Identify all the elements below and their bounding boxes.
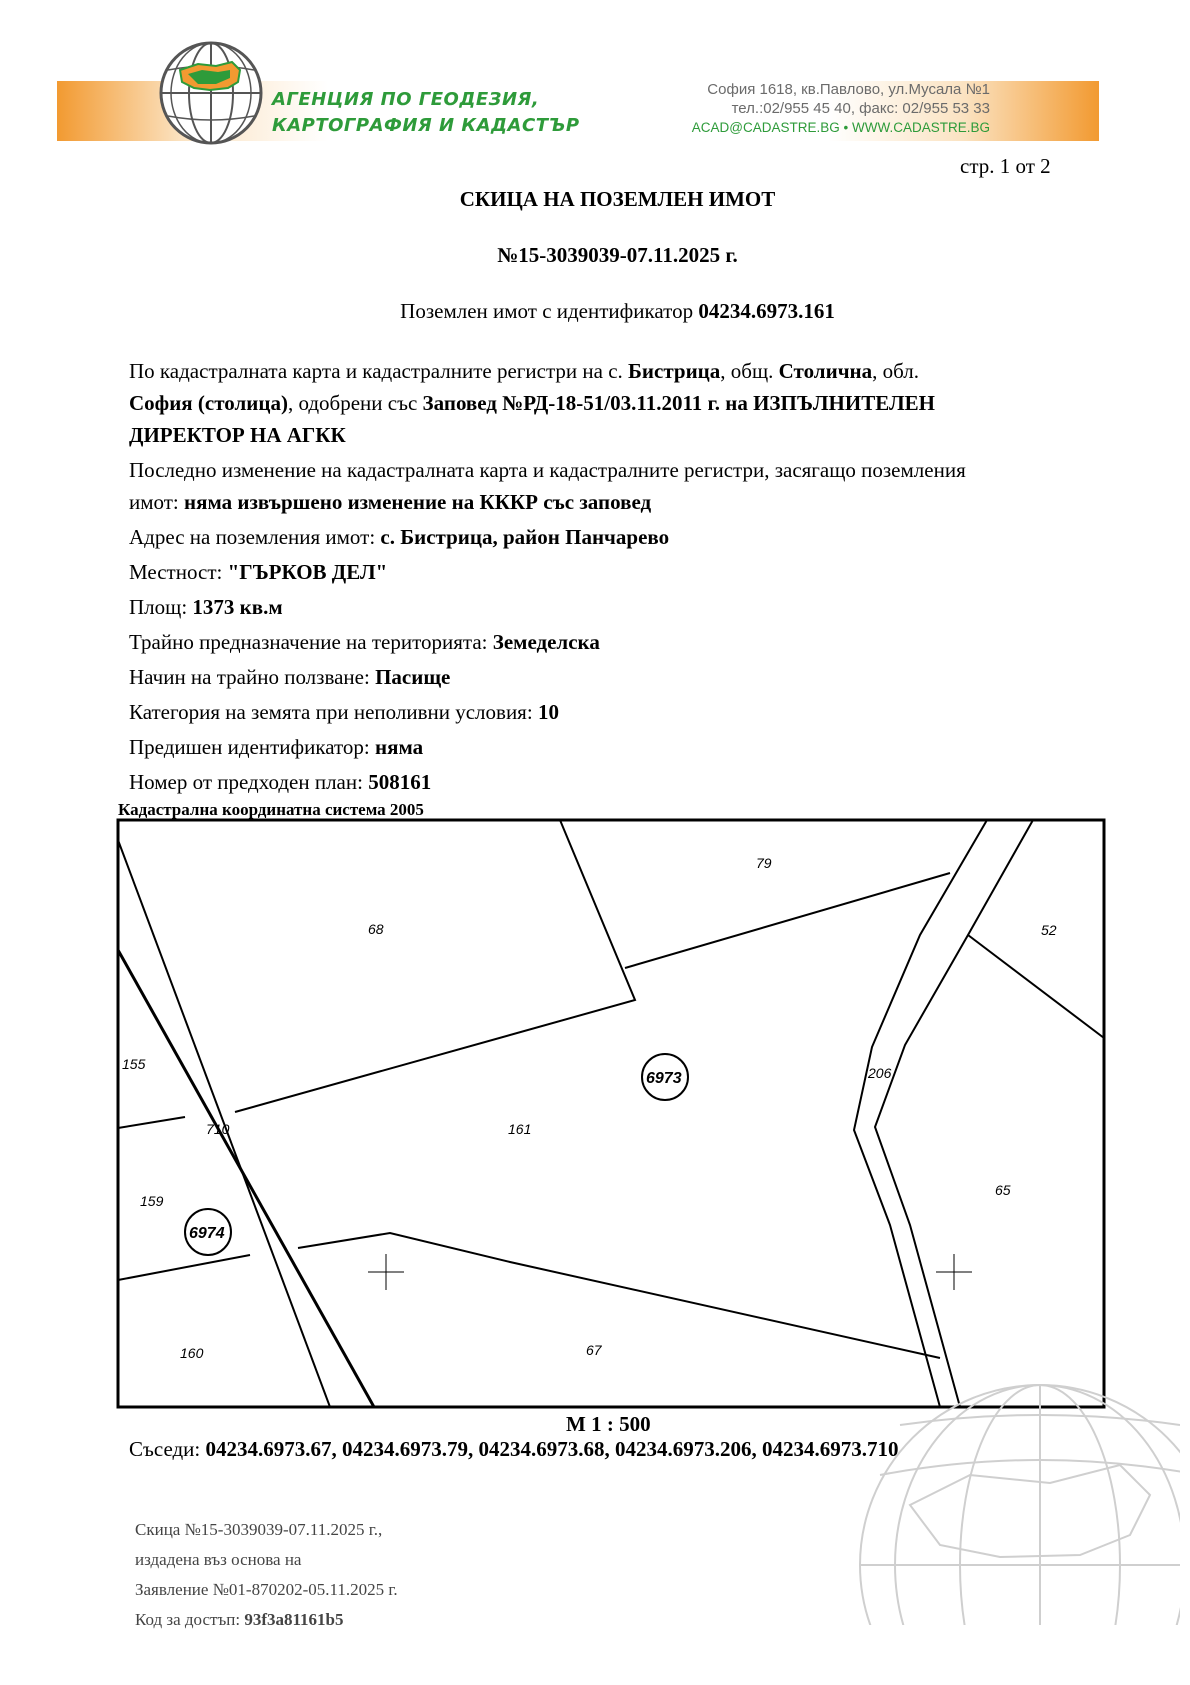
watermark-globe-icon [820,1365,1180,1625]
access-code-label: Код за достъп: [135,1610,245,1629]
parcel-label: 710 [206,1121,230,1137]
order-text-cont: ДИРЕКТОР НА АГКК [129,423,346,447]
footer-line3: Заявление №01-870202-05.11.2025 г. [135,1580,398,1599]
field-label: Номер от предходен план: [129,770,369,794]
field-label: Трайно предназначение на територията: [129,630,493,654]
parcel-155-border [118,1117,185,1128]
region-name: София (столица) [129,391,288,415]
cadastre-text: , одобрени със [287,391,423,415]
cadastre-text: , общ. [720,359,779,383]
road-206-edge [875,820,1033,1407]
parcel-label: 52 [1041,922,1057,938]
field-value: Земеделска [492,630,600,654]
field-label: Площ: [129,595,193,619]
map-frame [118,820,1104,1407]
field-value: с. Бистрица, район Панчарево [380,525,670,549]
identifier-value: 04234.6973.161 [698,299,835,323]
cadastre-text: По кадастралната карта и кадастралните регистри на с. [129,359,629,383]
cadastral-area-number: 6973 [646,1070,682,1087]
footer-access-code [135,1605,398,1635]
neighbors-line [129,1437,899,1462]
agency-globe-logo [158,40,264,146]
parcel-68-border [235,820,635,1112]
cadastre-text: , обл. [872,359,920,383]
coordinate-system-label: Кадастрална координатна система 2005 [118,800,424,819]
area-6974-circle [185,1209,231,1255]
field-usage [129,661,1109,693]
field-category [129,696,1109,728]
field-address [129,521,1109,553]
footer-line2: издадена въз основа на [135,1550,302,1569]
municipality-name: Столична [778,359,873,383]
neighbors-label: Съседи: [129,1437,206,1461]
footer-line1: Скица №15-3039039-07.11.2025 г., [135,1520,383,1539]
parcel-label: 79 [756,855,772,871]
parcel-52-border [968,935,1104,1038]
parcel-label: 65 [995,1182,1011,1198]
agency-contacts [660,80,990,137]
parcel-label: 155 [122,1056,146,1072]
parcel-label-main: 161 [508,1121,532,1137]
field-area [129,591,1109,623]
page-number: стр. 1 от 2 [960,154,1051,178]
road-206-edge [854,820,987,1407]
parcel-label: 160 [180,1345,204,1361]
field-label: Предишен идентификатор: [129,735,376,759]
village-name: Бистрица [628,359,721,383]
agency-name [272,87,580,139]
parcel-67-border [298,1233,940,1358]
field-previous-plan [129,766,1109,798]
parcel-label: 159 [140,1193,164,1209]
parcel-79-border [625,873,950,968]
agency-web[interactable]: ACAD@CADASTRE.BG • WWW.CADASTRE.BG [691,120,990,135]
agency-name-line1: АГЕНЦИЯ ПО ГЕОДЕЗИЯ, [272,89,540,110]
field-value: Пасище [375,665,451,689]
neighbors-list: 04234.6973.67, 04234.6973.79, 04234.6973.68, 04234.6973.206, 04234.6973.710 [205,1437,899,1461]
parcel-label: 68 [368,921,384,937]
parcel-identifier [0,299,1190,324]
field-previous-id [129,731,1109,763]
field-locality [129,556,1109,588]
cadastral-area-number: 6974 [189,1225,225,1242]
document-footer [135,1515,398,1635]
field-value: 1373 кв.м [192,595,283,619]
field-value: 508161 [368,770,432,794]
agency-address: София 1618, кв.Павлово, ул.Мусала №1 [707,81,990,98]
field-value: няма [375,735,424,759]
last-change-label: имот: [129,490,185,514]
road-710-edge [118,950,374,1407]
identifier-label: Поземлен имот с идентификатор [400,299,699,323]
agency-name-line2: КАРТОГРАФИЯ И КАДАСТЪР [272,115,580,136]
document-title: СКИЦА НА ПОЗЕМЛЕН ИМОТ [459,187,776,211]
field-label: Начин на трайно ползване: [129,665,376,689]
field-purpose [129,626,1109,658]
field-value: 10 [537,700,559,724]
cadastre-line-3 [129,419,1109,451]
last-change-line-2 [129,486,1109,518]
parcel-label: 206 [868,1065,892,1081]
field-value: "ГЪРКОВ ДЕЛ" [227,560,388,584]
area-6973-circle [642,1054,688,1100]
access-code-value: 93f3a81161b5 [244,1610,344,1629]
field-label: Местност: [129,560,228,584]
field-label: Адрес на поземления имот: [129,525,381,549]
parcel-160-border [118,1255,250,1280]
map-scale: М 1 : 500 [566,1412,651,1436]
cadastre-line-1 [129,355,1109,387]
survey-cross-marks [368,1254,972,1290]
order-text: Заповед №РД-18-51/03.11.2011 г. на ИЗПЪЛНИТЕЛЕН [422,391,935,415]
cadastre-line-2 [129,387,1109,419]
field-label: Категория на земята при неполивни условия: [129,700,538,724]
agency-phone: тел.:02/955 45 40, факс: 02/955 53 33 [731,100,990,117]
document-body [129,355,1109,801]
road-710-edge [118,840,330,1407]
document-number: №15-3039039-07.11.2025 г. [497,243,738,267]
last-change-line-1: Последно изменение на кадастралната карта и кадастралните регистри, засягащо поземления [129,458,966,482]
last-change-value: няма извършено изменение на КККР със заповед [184,490,652,514]
parcel-label: 67 [586,1342,602,1358]
